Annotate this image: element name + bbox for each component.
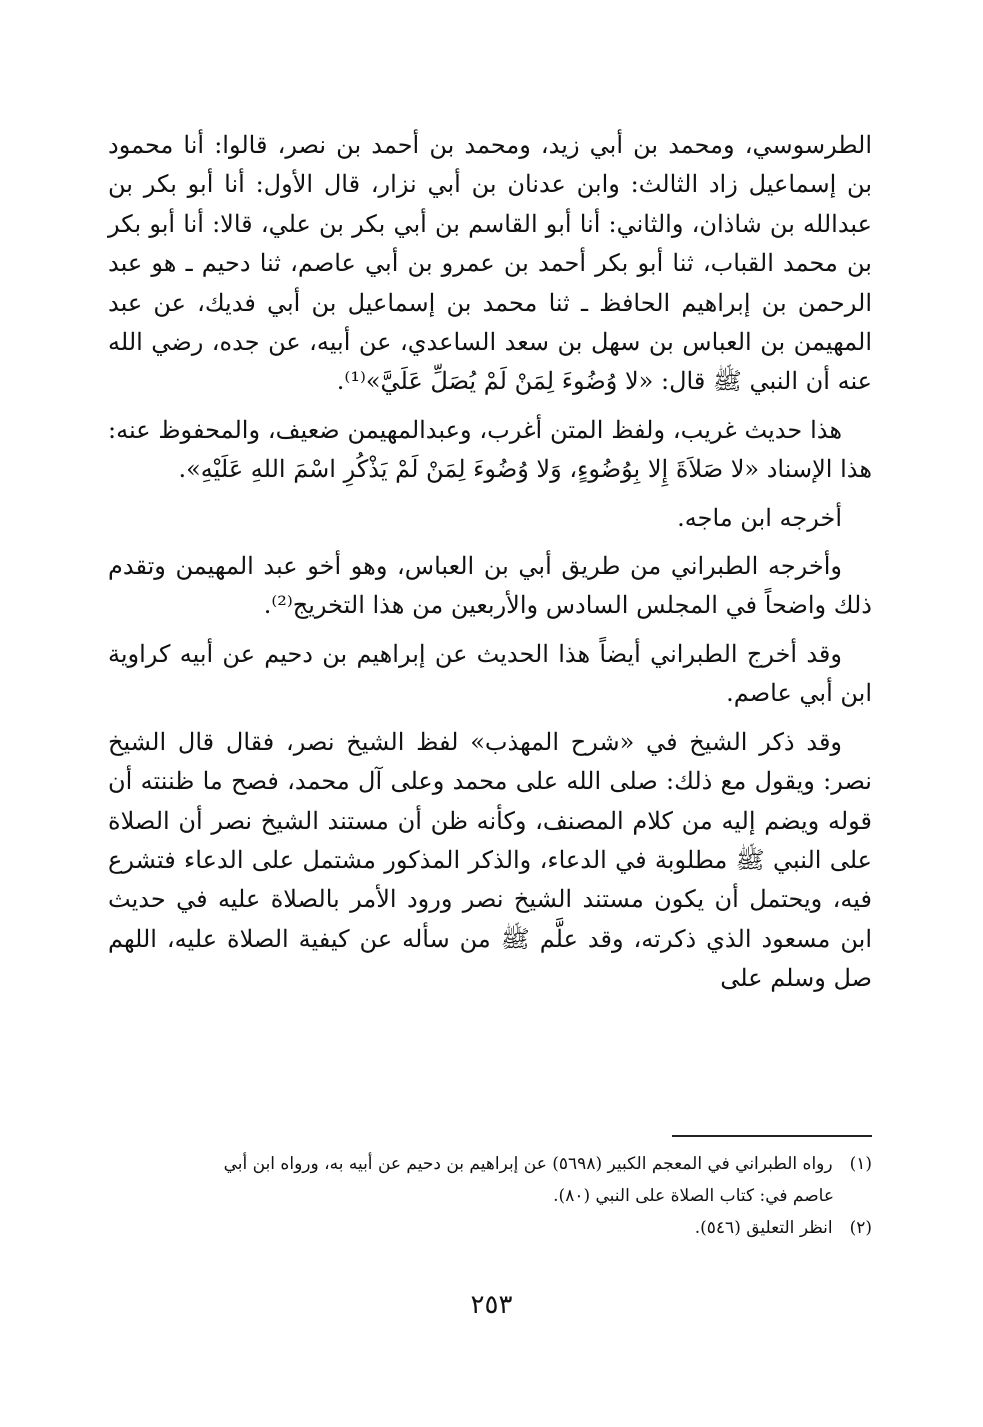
paragraph-tabarani-1: وأخرجه الطبراني من طريق أبي بن العباس، وهو أخو عبد المهيمن وتقدم ذلك واضحاً في المجلس السادس والأربعين من هذا التخريج⁽²⁾. [108, 552, 872, 620]
footnote-text-continued: عاصم في: كتاب الصلاة على النبي (٨٠). [553, 1186, 834, 1206]
paragraph-sharh-muhadhdhab: وقد ذكر الشيخ في «شرح المهذب» لفظ الشيخ نصر، فقال قال الشيخ نصر: ويقول مع ذلك: صلى الله على محمد وعلى آل محمد، فصح ما ظننته أن قوله ويضم إليه من كلام المصنف، وكأنه ظن أن مستند الشيخ نصر أن الصلاة على النبي ﷺ مطلوبة في الدعاء، والذكر المذكور مشتمل على الدعاء فتشرع فيه، ويحتمل أن يكون مستند الشيخ نصر ورود الأمر بالصلاة عليه في حديث ابن مسعود الذي ذكرته، وقد علَّم ﷺ من سأله عن كيفية الصلاة عليه، اللهم صل وسلم على [108, 727, 873, 993]
paragraph-tabarani-2: وقد أخرج الطبراني أيضاً هذا الحديث عن إبراهيم بن دحيم عن أبيه كراوية ابن أبي عاصم. [108, 639, 872, 708]
paragraph-hadith-grading: هذا حديث غريب، ولفظ المتن أغرب، وعبدالمهيمن ضعيف، والمحفوظ عنه: هذا الإسناد «لا صَلاَةَ إِلا بِوُضُوءٍ، وَلا وُضُوءَ لِمَنْ لَمْ يَذْكُرِ اسْمَ اللهِ عَلَيْهِ». [108, 415, 872, 484]
paragraph-isnad: الطرسوسي، ومحمد بن أبي زيد، ومحمد بن أحمد بن نصر، قالوا: أنا محمود بن إسماعيل زاد الثالث: وابن عدنان بن أبي نزار، قال الأول: أنا أبو بكر بن عبدالله بن شاذان، والثاني: أنا أبو القاسم بن أبي بكر بن علي، قالا: أنا أبو بكر بن محمد القباب، ثنا أبو بكر أحمد بن عمرو بن أبي عاصم، ثنا دحيم ـ هو عبد الرحمن بن إبراهيم الحافظ ـ ثنا محمد بن إسماعيل بن أبي فديك، عن عبد المهيمن بن العباس بن سهل بن سعد الساعدي، عن أبيه، عن جده، رضي الله عنه أن النبي ﷺ قال: «لا وُضُوءَ لِمَنْ لَمْ يُصَلِّ عَلَيَّ»⁽¹⁾. [108, 131, 873, 396]
footnote-text: انظر التعليق (٥٤٦). [694, 1218, 833, 1238]
footnote-text: رواه الطبراني في المعجم الكبير (٥٦٩٨) عن إبراهيم بن دحيم عن أبيه به، ورواه ابن أبي [223, 1154, 833, 1174]
footnotes [108, 1148, 872, 1244]
page-number: ٢٥٣ [470, 1290, 513, 1320]
main-text [108, 126, 872, 999]
footnote-number: (١) [849, 1154, 872, 1174]
footnote-1 [108, 1148, 872, 1212]
footnote-number: (٢) [849, 1218, 872, 1238]
paragraph-ibn-majah: أخرجه ابن ماجه. [677, 503, 842, 532]
footnote-2 [108, 1212, 872, 1244]
footnote-separator [672, 1135, 872, 1137]
